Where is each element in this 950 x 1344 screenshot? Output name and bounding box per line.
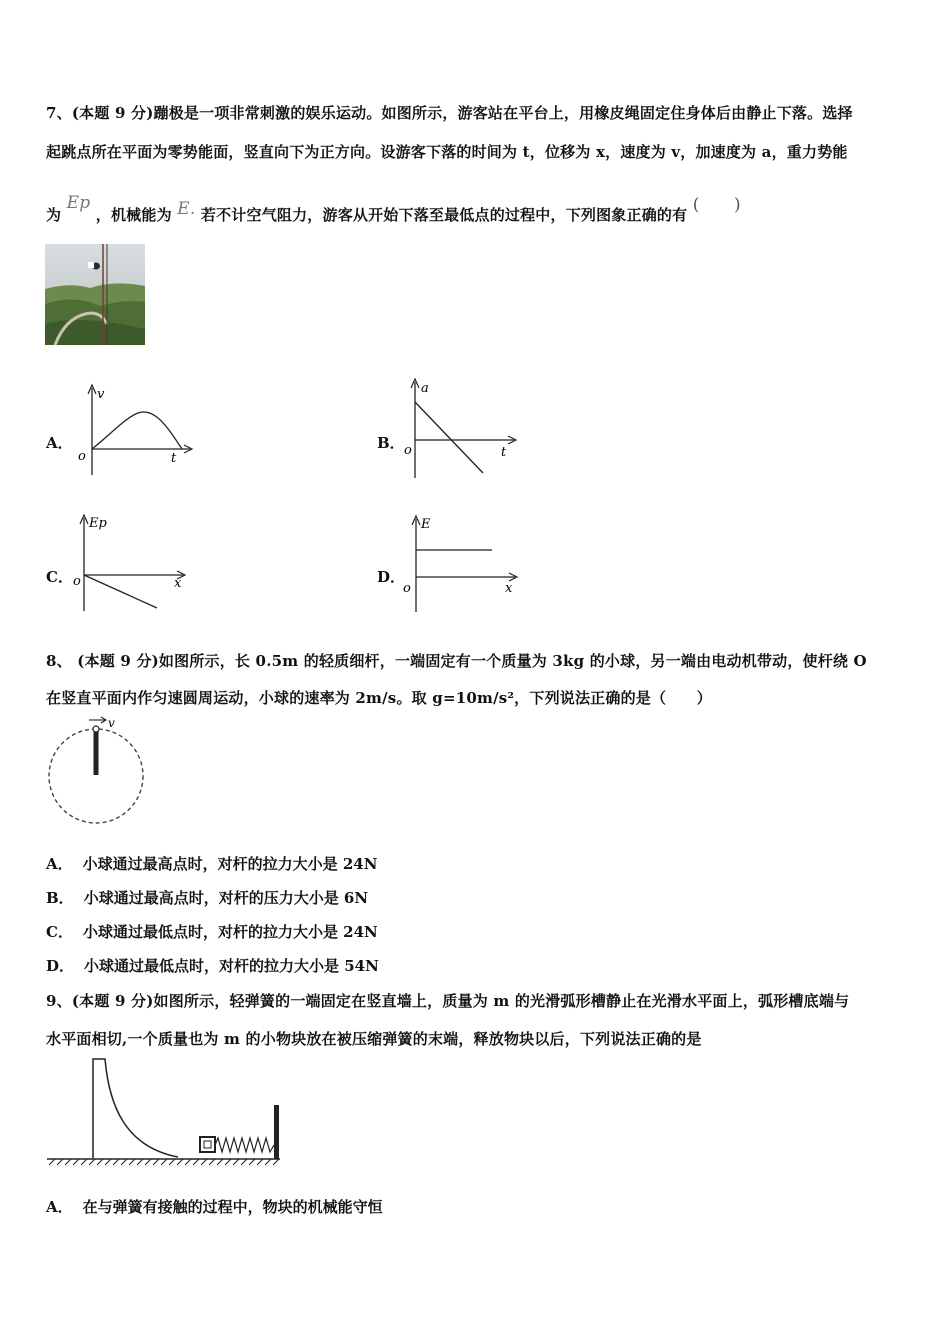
- graph-e-x: [400, 510, 530, 615]
- q9-choice-a[interactable]: [46, 1196, 383, 1217]
- axis-label-a: a: [421, 381, 429, 396]
- choice-label: A．: [46, 855, 73, 873]
- rod-circle-diagram: [45, 715, 150, 827]
- ball: [93, 726, 99, 732]
- choice-text: 小球通过最低点时，对杆的拉力大小是 24N: [82, 923, 378, 941]
- q8-line-1: 8、 (本题 9 分)如图所示，长 0.5m 的轻质细杆，一端固定有一个质量为 3kg 的小球，另一端由电动机带动，使杆绕 O: [46, 652, 867, 670]
- choice-label: D．: [46, 957, 75, 975]
- q8-choice-c[interactable]: [46, 921, 378, 942]
- line-ep-x: [84, 575, 157, 608]
- q7-line-3-a: 为: [46, 206, 62, 224]
- q9-line-2: 水平面相切,一个质量也为 m 的小物块放在被压缩弹簧的末端，释放物块以后，下列说法正确的是: [46, 1030, 702, 1048]
- rod: [94, 729, 99, 775]
- bungee-photo: [45, 244, 145, 345]
- choice-label: C．: [46, 923, 73, 941]
- block: [200, 1137, 215, 1152]
- axis-label-ep: Ep: [89, 516, 107, 531]
- choice-text: 小球通过最高点时，对杆的压力大小是 6N: [83, 889, 369, 907]
- axis-label-e: E: [421, 517, 431, 532]
- option-d-label[interactable]: D．: [377, 568, 406, 586]
- q7-line-3: [46, 193, 741, 225]
- arc-slot: [93, 1059, 178, 1158]
- option-a-label[interactable]: A．: [46, 434, 73, 452]
- graph-v-t: [75, 380, 205, 480]
- axis-label-x: x: [505, 581, 513, 596]
- ground-hatch: [49, 1159, 279, 1165]
- choice-label: B．: [46, 889, 74, 907]
- velocity-label: v: [108, 716, 115, 730]
- q8-line-2: 在竖直平面内作匀速圆周运动，小球的速率为 2m/s。取 g=10m/s²，下列说法正确的是（ ）: [46, 689, 712, 707]
- choice-label: A．: [46, 1198, 73, 1216]
- wall: [274, 1105, 279, 1159]
- option-c-label[interactable]: C．: [46, 568, 73, 586]
- graph-a-t: [400, 375, 530, 480]
- option-b-label[interactable]: B．: [377, 434, 405, 452]
- axis-label-t: t: [501, 445, 507, 460]
- q9-line-1: 9、(本题 9 分)如图所示，轻弹簧的一端固定在竖直墙上，质量为 m 的光滑弧形槽静止在光滑水平面上，弧形槽底端与: [46, 992, 850, 1010]
- origin-label: o: [73, 574, 81, 589]
- symbol-ep: Ep: [66, 193, 91, 213]
- line-a-t: [415, 402, 483, 473]
- q7-line-2: 起跳点所在平面为零势能面，竖直向下为正方向。设游客下落的时间为 t，位移为 x，速度为 v，加速度为 a，重力势能: [46, 143, 848, 161]
- q8-choice-a[interactable]: [46, 853, 377, 874]
- origin-label: o: [404, 443, 412, 458]
- curve-v-t: [92, 412, 182, 449]
- q7-line-3-b: ，机械能为: [95, 206, 172, 224]
- q8-choice-d[interactable]: [46, 955, 379, 976]
- choice-text: 小球通过最高点时，对杆的拉力大小是 24N: [82, 855, 378, 873]
- choice-text: 小球通过最低点时，对杆的拉力大小是 54N: [84, 957, 379, 975]
- graph-ep-x: [70, 510, 200, 615]
- q7-line-3-c: 若不计空气阻力，游客从开始下落至最低点的过程中，下列图象正确的有: [200, 206, 688, 224]
- axis-label-t: t: [171, 451, 177, 466]
- slope-spring-diagram: [45, 1055, 285, 1170]
- symbol-e: E.: [177, 199, 196, 219]
- answer-paren: ( ): [692, 195, 741, 215]
- axis-label-v: v: [97, 387, 105, 402]
- choice-text: 在与弹簧有接触的过程中，物块的机械能守恒: [82, 1198, 383, 1216]
- origin-label: o: [403, 581, 411, 596]
- q7-line-1: 7、(本题 9 分)蹦极是一项非常刺激的娱乐运动。如图所示，游客站在平台上，用橡皮绳固定住身体后由静止下落。选择: [46, 104, 853, 122]
- spring: [215, 1138, 274, 1152]
- origin-label: o: [78, 449, 86, 464]
- axis-label-x: x: [174, 576, 182, 591]
- q8-choice-b[interactable]: [46, 887, 368, 908]
